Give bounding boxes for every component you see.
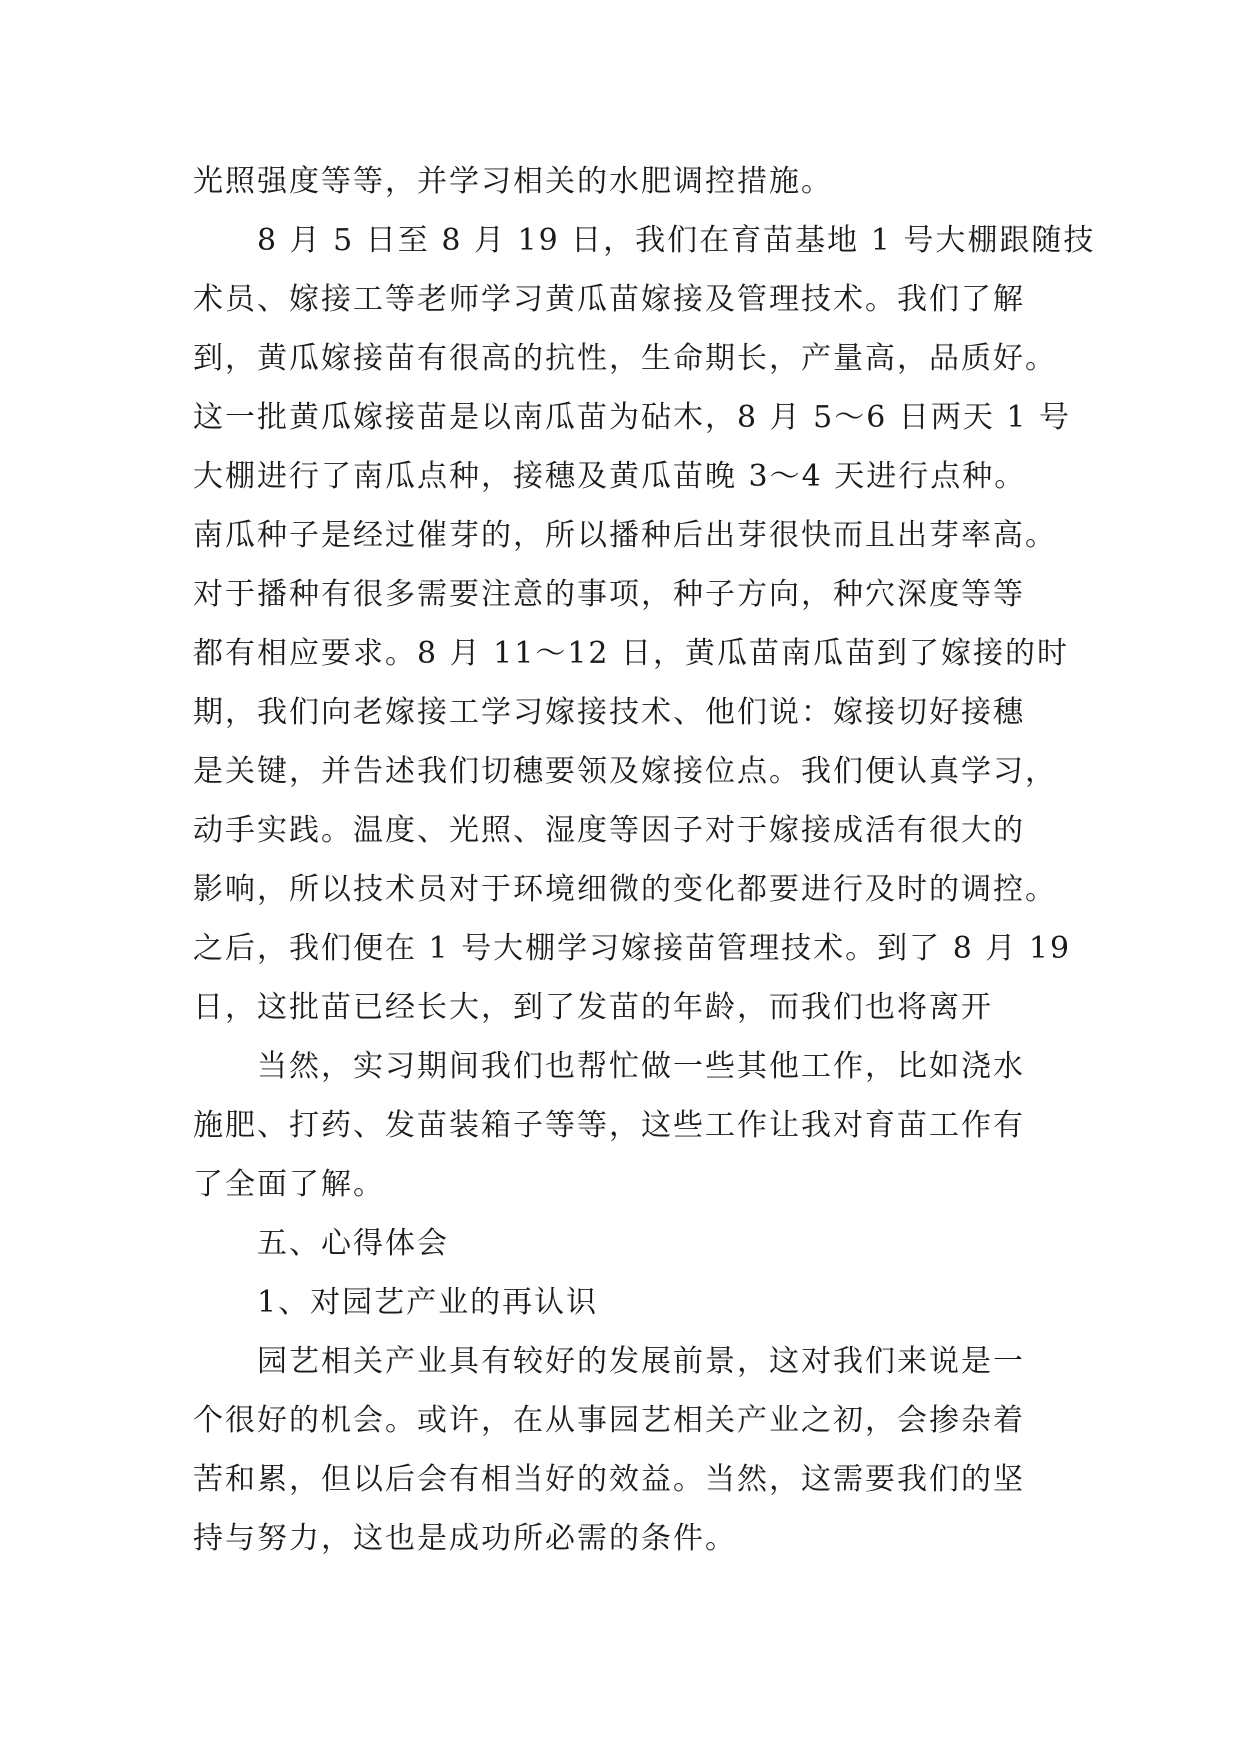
text-line-10: 期，我们向老嫁接工学习嫁接技术、他们说：嫁接切好接穗 <box>193 695 1025 730</box>
text-line-21: 园艺相关产业具有较好的发展前景，这对我们来说是一 <box>257 1344 1025 1379</box>
text-line-22: 个很好的机会。或许，在从事园艺相关产业之初，会掺杂着 <box>193 1403 1025 1438</box>
text-line-13: 影响，所以技术员对于环境细微的变化都要进行及时的调控。 <box>193 872 1057 907</box>
section-heading: 五、心得体会 <box>257 1226 449 1261</box>
text-line-24: 持与努力，这也是成功所必需的条件。 <box>193 1521 737 1556</box>
text-line-1: 光照强度等等，并学习相关的水肥调控措施。 <box>193 164 833 199</box>
subsection-heading: 1、对园艺产业的再认识 <box>257 1285 599 1320</box>
text-line-18: 了全面了解。 <box>193 1167 385 1202</box>
document-body <box>193 152 1096 1568</box>
text-line-16: 当然，实习期间我们也帮忙做一些其他工作，比如浇水 <box>257 1049 1025 1084</box>
text-line-8: 对于播种有很多需要注意的事项，种子方向，种穴深度等等 <box>193 577 1025 612</box>
text-line-9: 都有相应要求。8 月 11～12 日，黄瓜苗南瓜苗到了嫁接的时 <box>193 636 1070 671</box>
text-line-14: 之后，我们便在 1 号大棚学习嫁接苗管理技术。到了 8 月 19 <box>193 931 1072 966</box>
text-line-12: 动手实践。温度、光照、湿度等因子对于嫁接成活有很大的 <box>193 813 1025 848</box>
text-line-6: 大棚进行了南瓜点种，接穗及黄瓜苗晚 3～4 天进行点种。 <box>193 459 1027 494</box>
text-line-17: 施肥、打药、发苗装箱子等等，这些工作让我对育苗工作有 <box>193 1108 1025 1143</box>
text-line-11: 是关键，并告述我们切穗要领及嫁接位点。我们便认真学习， <box>193 754 1057 789</box>
text-line-4: 到，黄瓜嫁接苗有很高的抗性，生命期长，产量高，品质好。 <box>193 341 1057 376</box>
text-line-15: 日，这批苗已经长大，到了发苗的年龄，而我们也将离开 <box>193 990 993 1025</box>
text-line-3: 术员、嫁接工等老师学习黄瓜苗嫁接及管理技术。我们了解 <box>193 282 1025 317</box>
text-line-23: 苦和累，但以后会有相当好的效益。当然，这需要我们的坚 <box>193 1462 1025 1497</box>
text-line-5: 这一批黄瓜嫁接苗是以南瓜苗为砧木，8 月 5～6 日两天 1 号 <box>193 400 1072 435</box>
text-line-7: 南瓜种子是经过催芽的，所以播种后出芽很快而且出芽率高。 <box>193 518 1057 553</box>
text-line-2: 8 月 5 日至 8 月 19 日，我们在育苗基地 1 号大棚跟随技 <box>257 223 1096 258</box>
